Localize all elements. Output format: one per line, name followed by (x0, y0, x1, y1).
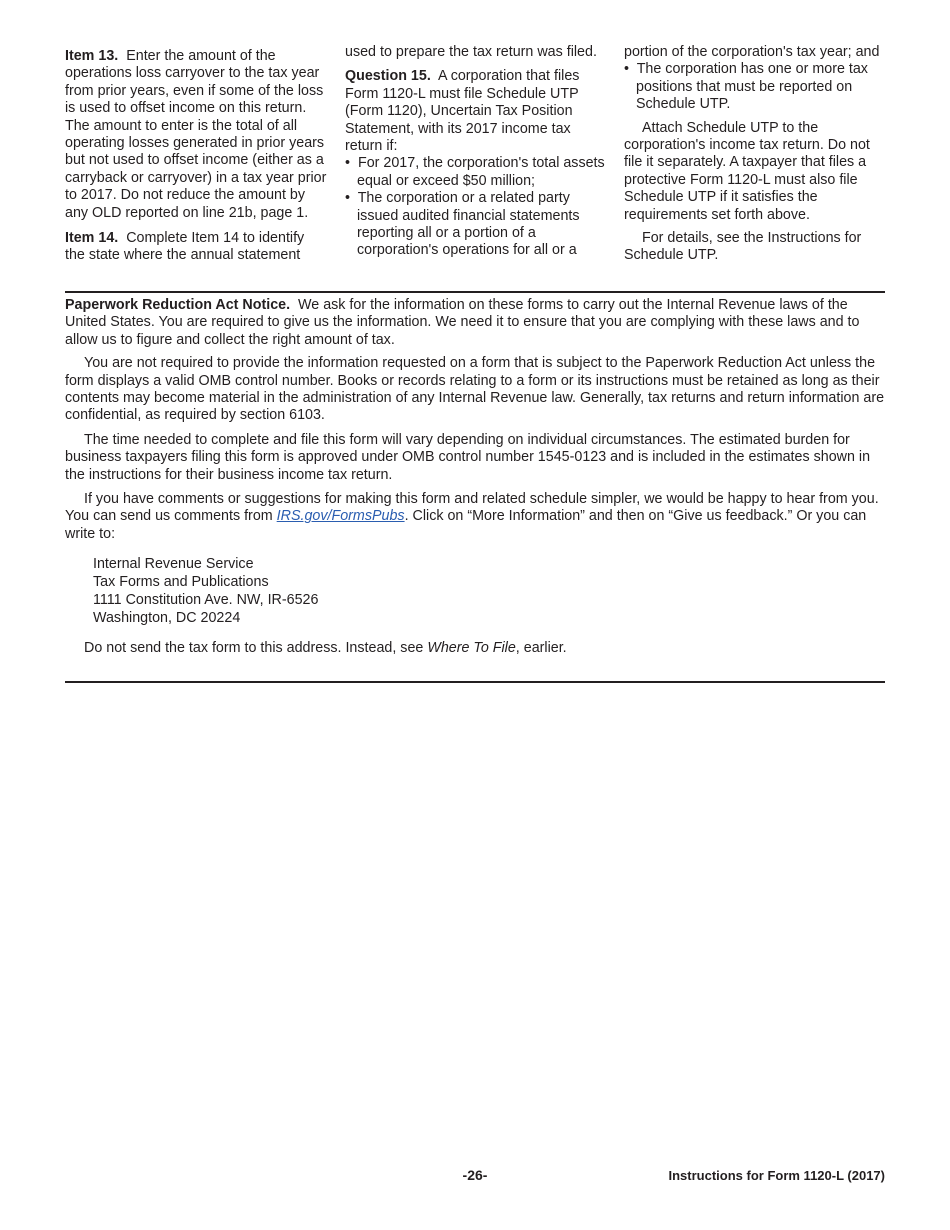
mailing-address (65, 556, 887, 628)
bullet-icon: • (624, 61, 630, 78)
address-line: Washington, DC 20224 (93, 609, 241, 626)
section-divider-top (65, 291, 885, 293)
bullet-text: The corporation has one or more tax positions that must be reported on Schedule UTP. (636, 61, 868, 113)
details-paragraph: For details, see the Instructions for Schedule UTP. (624, 230, 862, 264)
omb-paragraph: You are not required to provide the information requested on a form that is subject to the Paperwork Reduction Act unless the form displays a valid OMB control number. Books or records relating to a form or its instructions must be retained as long as their contents may become material in the administration of any Internal Revenue law. Generally, tax returns and return information are confidential, as required by section 6103. (65, 355, 885, 424)
bullet-item (345, 155, 605, 190)
irs-forms-pubs-link[interactable]: IRS.gov/FormsPubs (276, 508, 405, 525)
item-13-paragraph (65, 48, 327, 222)
bullet-text: For 2017, the corporation's total assets equal or exceed $50 million; (357, 155, 605, 189)
comments-text-before: If you have comments or suggestions for making this form and related schedule simpler, we would be happy to hear from you. You can send us comments from (65, 491, 879, 525)
do-not-send-text: Do not send the tax form to this address. Instead, see (84, 639, 428, 656)
address-line: 1111 Constitution Ave. NW, IR-6526 (93, 592, 319, 609)
item-13-text: Enter the amount of the operations loss carryover to the tax year from prior years, even if some of the loss is used to offset income on this return. The amount to enter is the total of all operating losses generated in prior years but not used to offset income (either as a carryback or carryover) in a tax year prior to 2017. Do not reduce the amount by any OLD reported on line 21b, page 1. (65, 48, 327, 221)
item-14-label: Item 14. (65, 230, 119, 247)
bullet-text: The corporation or a related party issued audited financial statements reporting all or a portion of a corporation's operations for all or a (357, 190, 580, 259)
question-15-paragraph (345, 68, 605, 155)
question-15-text: A corporation that files Form 1120-L must file Schedule UTP (Form 1120), Uncertain Tax Position Statement, with its 2017 income tax return if: (345, 68, 580, 155)
column-2 (345, 44, 605, 260)
column-1 (65, 48, 327, 265)
burden-paragraph: The time needed to complete and file this form will vary depending on individual circumstances. The estimated burden for business taxpayers filing this form is approved under OMB control number 1545-0123 and is included in the estimates shown in the instructions for their business income tax return. (65, 431, 871, 483)
do-not-send-paragraph (65, 640, 887, 657)
column-3-continued-text: portion of the corporation's tax year; and (624, 44, 880, 60)
three-column-section (65, 44, 885, 284)
bullet-item (345, 190, 605, 260)
notice-intro-paragraph (65, 297, 887, 349)
bullet-icon: • (345, 155, 351, 172)
bullet-item (624, 61, 885, 113)
question-15-label: Question 15. (345, 68, 431, 85)
do-not-send-text-end: , earlier. (515, 639, 567, 656)
footer-form-title: Instructions for Form 1120-L (2017) (668, 1168, 885, 1183)
address-line: Internal Revenue Service (93, 556, 254, 573)
column-2-continued-text: used to prepare the tax return was filed. (345, 44, 597, 60)
comments-paragraph (65, 491, 887, 543)
column-3 (624, 44, 885, 265)
notice-heading: Paperwork Reduction Act Notice. (65, 297, 291, 313)
comments-text-after: . Click on “More Information” and then on “Give us feedback.” Or you can write to: (65, 508, 867, 542)
notice-intro-text: We ask for the information on these forms to carry out the Internal Revenue laws of the United States. You are required to give us the information. We need it to ensure that you are complying with these laws and to allow us to figure and collect the right amount of tax. (65, 297, 860, 348)
item-14-text: Complete Item 14 to identify the state where the annual statement (65, 230, 305, 264)
address-line: Tax Forms and Publications (93, 574, 269, 591)
item-14-paragraph (65, 230, 327, 265)
page-number: -26- (462, 1167, 488, 1183)
item-13-label: Item 13. (65, 48, 119, 64)
section-divider-bottom (65, 681, 885, 683)
attach-schedule-paragraph: Attach Schedule UTP to the corporation's income tax return. Do not file it separately. A taxpayer that files a protective Form 1120-L must also file Schedule UTP if it satisfies the requirements set forth above. (624, 119, 870, 223)
where-to-file-reference: Where To File (427, 639, 516, 656)
paperwork-reduction-notice (65, 297, 887, 664)
bullet-icon: • (345, 190, 351, 207)
